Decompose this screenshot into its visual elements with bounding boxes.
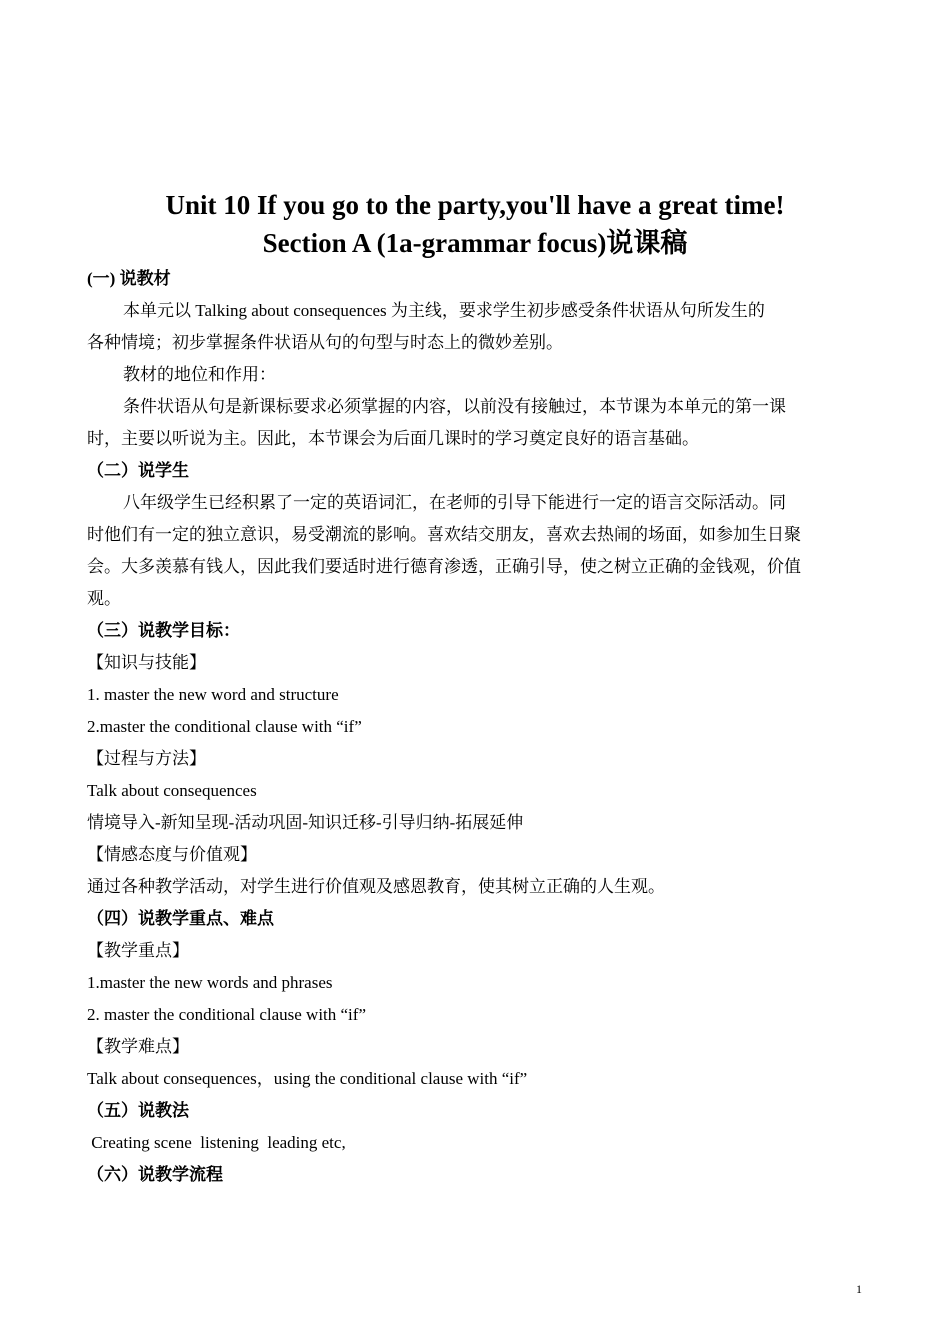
document-subtitle: Section A (1a-grammar focus)说课稿 <box>262 228 688 258</box>
list-item: 1.master the new words and phrases <box>87 973 333 992</box>
list-item: 2.master the conditional clause with “if” <box>87 717 362 736</box>
paragraph-line: Talk about consequences <box>87 781 257 800</box>
paragraph-line: 教材的地位和作用： <box>123 365 276 384</box>
section-heading-6: （六）说教学流程 <box>87 1165 223 1184</box>
paragraph-line: 观。 <box>87 589 121 608</box>
paragraph-line: 会。大多羡慕有钱人，因此我们要适时进行德育渗透，正确引导，使之树立正确的金钱观，价值 <box>87 557 801 576</box>
paragraph-line: 本单元以 Talking about consequences 为主线，要求学生初步感受条件状语从句所发生的 <box>123 301 765 320</box>
paragraph-line: 情境导入-新知呈现-活动巩固-知识迁移-引导归纳-拓展延伸 <box>87 813 524 832</box>
paragraph-line: 时他们有一定的独立意识，易受潮流的影响。喜欢结交朋友，喜欢去热闹的场面，如参加生日聚 <box>87 525 801 544</box>
paragraph-line: 条件状语从句是新课标要求必须掌握的内容，以前没有接触过，本节课为本单元的第一课 <box>123 397 786 416</box>
paragraph-line: 各种情境；初步掌握条件状语从句的句型与时态上的微妙差别。 <box>87 333 563 352</box>
paragraph-line: 八年级学生已经积累了一定的英语词汇，在老师的引导下能进行一定的语言交际活动。同 <box>123 493 786 512</box>
section-heading-3: （三）说教学目标： <box>87 621 240 640</box>
paragraph-line: Creating scene listening leading etc, <box>87 1133 346 1152</box>
subheading: 【过程与方法】 <box>87 749 206 768</box>
subheading: 【情感态度与价值观】 <box>87 845 257 864</box>
page-number: 1 <box>856 1282 862 1296</box>
paragraph-line: 通过各种教学活动，对学生进行价值观及感恩教育，使其树立正确的人生观。 <box>87 877 665 896</box>
subheading: 【教学难点】 <box>87 1037 189 1056</box>
section-heading-1: (一) 说教材 <box>87 269 171 288</box>
list-item: 1. master the new word and structure <box>87 685 339 704</box>
document-title: Unit 10 If you go to the party,you'll have a great time! <box>165 190 785 220</box>
paragraph-line: 时，主要以听说为主。因此，本节课会为后面几课时的学习奠定良好的语言基础。 <box>87 429 699 448</box>
subheading: 【教学重点】 <box>87 941 189 960</box>
list-item: 2. master the conditional clause with “if” <box>87 1005 366 1024</box>
section-heading-2: （二）说学生 <box>87 461 189 480</box>
subheading: 【知识与技能】 <box>87 653 206 672</box>
section-heading-4: （四）说教学重点、难点 <box>87 909 274 928</box>
paragraph-line: Talk about consequences，using the conditional clause with “if” <box>87 1069 528 1088</box>
section-heading-5: （五）说教法 <box>87 1101 189 1120</box>
